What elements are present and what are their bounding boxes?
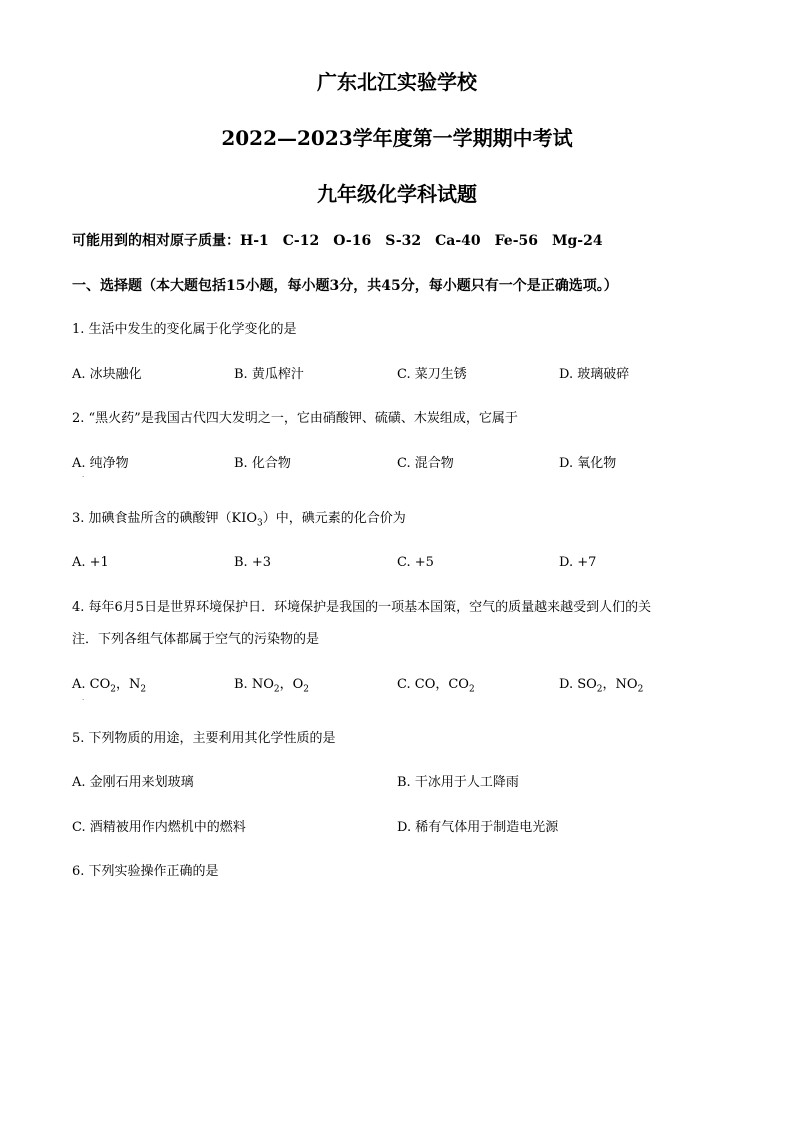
question-5-option-c: C. 酒精被用作内燃机中的燃料 <box>72 820 246 835</box>
q4d-sub1: 2 <box>596 684 603 695</box>
question-3-stem-post: ）中，碘元素的化合价为 <box>262 511 406 526</box>
question-3-option-c: C. +5 <box>397 555 434 570</box>
q4a-sub2: 2 <box>140 684 147 695</box>
question-4-option-c <box>397 675 475 695</box>
question-1-option-a: A. 冰块融化 <box>72 367 142 382</box>
question-4-stem-line-1: 4. 每年6月5日是世界环境保护日．环境保护是我国的一项基本国策，空气的质量越来越受到人们的关 <box>72 600 652 615</box>
scan-dot-mark: · <box>82 473 85 481</box>
question-5-stem: 5. 下列物质的用途，主要利用其化学性质的是 <box>72 731 336 746</box>
q4a-sub1: 2 <box>110 684 116 695</box>
atomic-masses-line: 可能用到的相对原子质量：H-1 C-12 O-16 S-32 Ca-40 Fe-56 Mg-24 <box>72 233 603 249</box>
scan-dot-mark: · <box>82 696 85 704</box>
q4b-part2: ，O <box>279 677 304 692</box>
question-1-option-c: C. 菜刀生锈 <box>397 367 467 382</box>
question-3-stem <box>72 509 406 529</box>
question-4-stem-line-2: 注．下列各组气体都属于空气的污染物的是 <box>72 632 320 647</box>
q4c-sub1: 2 <box>468 684 475 695</box>
question-3-stem-sub: 3 <box>257 518 263 529</box>
question-5-option-a: A. 金刚石用来划玻璃 <box>72 775 194 790</box>
q4d-part2: ，NO <box>602 677 638 692</box>
q4b-part1: B. NO <box>234 677 274 692</box>
question-6-stem: 6. 下列实验操作正确的是 <box>72 864 219 879</box>
question-2-stem: 2. “黑火药”是我国古代四大发明之一，它由硝酸钾、硫磺、木炭组成，它属于 <box>72 411 518 426</box>
question-3-stem-pre: 3. 加碘食盐所含的碘酸钾（KIO <box>72 511 258 526</box>
question-5-option-d: D. 稀有气体用于制造电光源 <box>397 820 559 835</box>
question-1-option-d: D. 玻璃破碎 <box>559 367 630 382</box>
question-3-option-a: A. +1 <box>72 555 109 570</box>
question-3-option-b: B. +3 <box>234 555 271 570</box>
question-2-option-b: B. 化合物 <box>234 456 291 471</box>
question-1-option-b: B. 黄瓜榨汁 <box>234 367 304 382</box>
school-title: 广东北江实验学校 <box>317 70 477 94</box>
question-5-option-b: B. 干冰用于人工降雨 <box>397 775 519 790</box>
question-3-option-d: D. +7 <box>559 555 597 570</box>
question-4-option-a <box>72 675 146 695</box>
q4d-sub2: 2 <box>637 684 644 695</box>
q4a-part2: ，N <box>116 677 141 692</box>
q4b-sub2: 2 <box>303 684 309 695</box>
question-2-option-c: C. 混合物 <box>397 456 454 471</box>
section-heading: 一、选择题（本大题包括15小题，每小题3分，共45分，每小题只有一个是正确选项。） <box>72 278 618 294</box>
question-4-option-d <box>559 675 643 695</box>
q4d-part1: D. SO <box>559 677 597 692</box>
question-2-option-d: D. 氧化物 <box>559 456 617 471</box>
question-2-option-a: A. 纯净物 <box>72 456 129 471</box>
question-1-stem: 1. 生活中发生的变化属于化学变化的是 <box>72 322 297 337</box>
q4a-part1: A. CO <box>72 677 111 692</box>
question-4-option-b <box>234 675 309 695</box>
q4b-sub1: 2 <box>273 684 280 695</box>
exam-subject-title: 九年级化学科试题 <box>317 182 477 206</box>
exam-term-title: 2022—2023学年度第一学期期中考试 <box>221 126 573 150</box>
q4c-part1: C. CO，CO <box>397 677 469 692</box>
